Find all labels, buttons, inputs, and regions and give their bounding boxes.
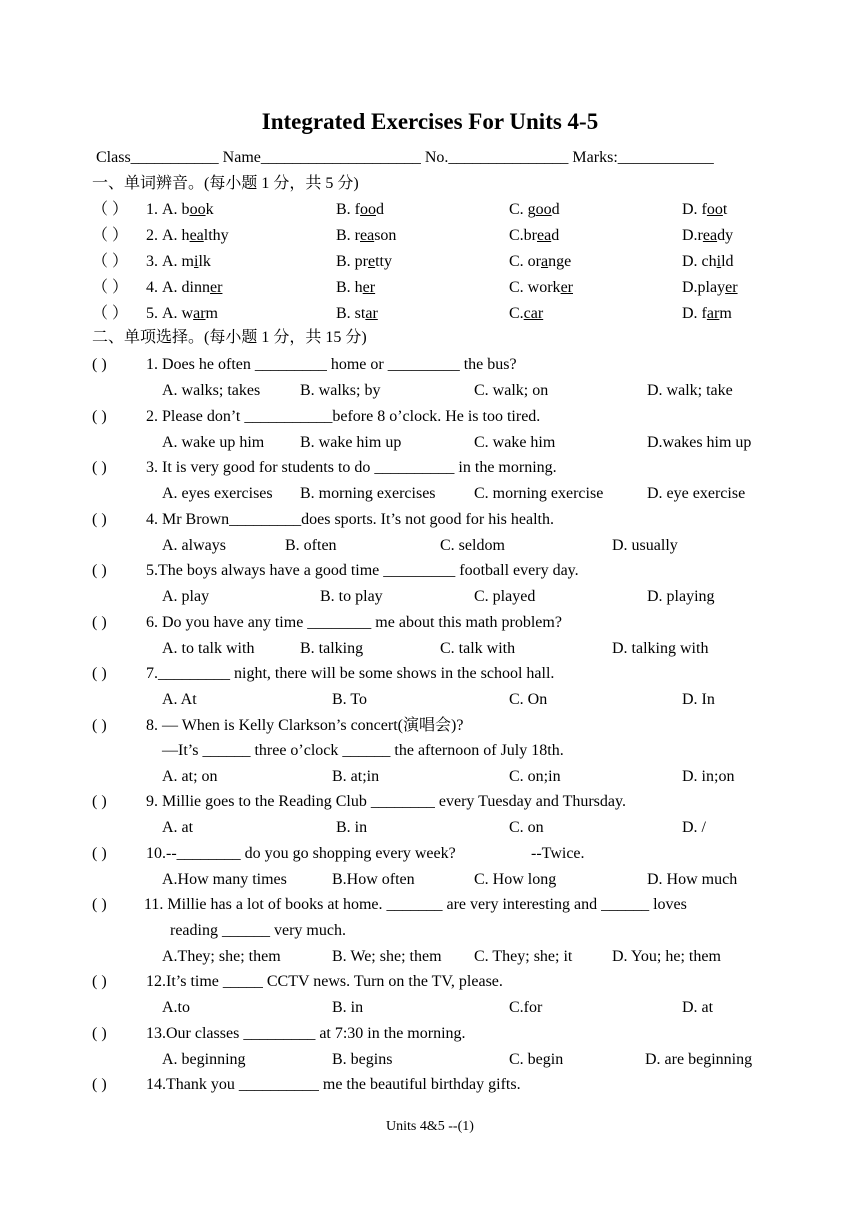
option-c: C. wake him bbox=[474, 434, 556, 451]
question-stem: 8. — When is Kelly Clarkson’s concert(演唱会)? bbox=[146, 717, 464, 734]
answer-bracket: ( ) bbox=[92, 717, 107, 734]
option-b: B. We; she; them bbox=[332, 948, 442, 965]
question-stem: 9. Millie goes to the Reading Club ________ every Tuesday and Thursday. bbox=[146, 793, 626, 810]
item-number: 1. bbox=[146, 201, 158, 218]
option-d: D. playing bbox=[647, 588, 715, 605]
option-a: A. healthy bbox=[162, 227, 229, 244]
option-a: A. eyes exercises bbox=[162, 485, 273, 502]
option-a: A. at bbox=[162, 819, 194, 836]
page-title: Integrated Exercises For Units 4-5 bbox=[261, 109, 599, 134]
option-c: C. on;in bbox=[509, 768, 561, 785]
option-d: D.ready bbox=[682, 227, 734, 244]
section1-heading: 一、单词辨音。(每小题 1 分，共 5 分) bbox=[92, 175, 359, 192]
question-stem: 5.The boys always have a good time _________ football every day. bbox=[146, 562, 579, 579]
option-d: D. usually bbox=[612, 537, 678, 554]
option-c: C. How long bbox=[474, 871, 557, 888]
answer-bracket: ( ) bbox=[92, 1025, 107, 1042]
option-b: B. talking bbox=[300, 640, 364, 657]
question-stem: 1. Does he often _________ home or _________ the bus? bbox=[146, 356, 517, 373]
option-d: D. at bbox=[682, 999, 714, 1016]
option-d: D. / bbox=[682, 819, 706, 836]
option-d: D. walk; take bbox=[647, 382, 733, 399]
option-d: D. in;on bbox=[682, 768, 735, 785]
option-a: A. warm bbox=[162, 305, 218, 322]
option-a: A.How many times bbox=[162, 871, 287, 888]
option-b: B. food bbox=[336, 201, 384, 218]
item-number: 5. bbox=[146, 305, 158, 322]
answer-bracket: ( ) bbox=[92, 665, 107, 682]
option-a: A. play bbox=[162, 588, 210, 605]
option-b: B.How often bbox=[332, 871, 415, 888]
question-stem: 10.--________ do you go shopping every week? bbox=[146, 845, 456, 862]
question-stem-continued: —It’s ______ three o’clock ______ the afternoon of July 18th. bbox=[162, 742, 564, 759]
option-b: B. reason bbox=[336, 227, 397, 244]
section2-heading: 二、单项选择。(每小题 1 分，共 15 分) bbox=[92, 329, 367, 346]
option-b: B. star bbox=[336, 305, 378, 322]
student-info-line: Class___________ Name____________________ No._______________ Marks:____________ bbox=[96, 149, 714, 166]
option-b: B. walks; by bbox=[300, 382, 381, 399]
question-stem: 3. It is very good for students to do __________ in the morning. bbox=[146, 459, 557, 476]
item-number: 2. bbox=[146, 227, 158, 244]
page-footer: Units 4&5 --(1) bbox=[386, 1119, 474, 1134]
option-b: B. To bbox=[332, 691, 368, 708]
answer-bracket: （ ） bbox=[92, 201, 129, 218]
option-c: C. on bbox=[509, 819, 544, 836]
option-b: B. wake him up bbox=[300, 434, 402, 451]
question-stem: 13.Our classes _________ at 7:30 in the morning. bbox=[146, 1025, 466, 1042]
option-b: B. often bbox=[285, 537, 337, 554]
answer-hint: --Twice. bbox=[531, 845, 585, 862]
question-stem: 4. Mr Brown_________does sports. It’s not good for his health. bbox=[146, 511, 554, 528]
question-stem: 2. Please don’t ___________before 8 o’clock. He is too tired. bbox=[146, 408, 541, 425]
option-a: A. walks; takes bbox=[162, 382, 261, 399]
option-c: C.for bbox=[509, 999, 543, 1016]
option-c: C. walk; on bbox=[474, 382, 549, 399]
option-d: D. In bbox=[682, 691, 715, 708]
option-a: A. At bbox=[162, 691, 197, 708]
answer-bracket: ( ) bbox=[92, 896, 107, 913]
option-b: B. pretty bbox=[336, 253, 392, 270]
answer-bracket: ( ) bbox=[92, 793, 107, 810]
option-d: D. How much bbox=[647, 871, 738, 888]
option-c: C. On bbox=[509, 691, 548, 708]
option-b: B. begins bbox=[332, 1051, 393, 1068]
answer-bracket: （ ） bbox=[92, 253, 129, 270]
answer-bracket: ( ) bbox=[92, 845, 107, 862]
option-d: D. foot bbox=[682, 201, 728, 218]
option-d: D. are beginning bbox=[645, 1051, 753, 1068]
option-a: A.to bbox=[162, 999, 190, 1016]
answer-bracket: （ ） bbox=[92, 305, 129, 322]
option-c: C. orange bbox=[509, 253, 572, 270]
question-stem: 12.It’s time _____ CCTV news. Turn on the TV, please. bbox=[146, 973, 503, 990]
item-number: 3. bbox=[146, 253, 158, 270]
answer-bracket: （ ） bbox=[92, 279, 129, 296]
question-stem-continued: reading ______ very much. bbox=[170, 922, 346, 939]
item-number: 4. bbox=[146, 279, 158, 296]
answer-bracket: ( ) bbox=[92, 356, 107, 373]
answer-bracket: ( ) bbox=[92, 973, 107, 990]
answer-bracket: ( ) bbox=[92, 562, 107, 579]
option-d: D.player bbox=[682, 279, 738, 296]
option-b: B. in bbox=[336, 819, 368, 836]
answer-bracket: ( ) bbox=[92, 511, 107, 528]
option-c: C. begin bbox=[509, 1051, 564, 1068]
question-stem: 7._________ night, there will be some shows in the school hall. bbox=[146, 665, 555, 682]
option-b: B. morning exercises bbox=[300, 485, 436, 502]
option-c: C. morning exercise bbox=[474, 485, 604, 502]
answer-bracket: ( ) bbox=[92, 408, 107, 425]
option-d: D. talking with bbox=[612, 640, 709, 657]
option-c: C. played bbox=[474, 588, 536, 605]
option-a: A. beginning bbox=[162, 1051, 246, 1068]
option-c: C. worker bbox=[509, 279, 573, 296]
option-a: A. milk bbox=[162, 253, 211, 270]
question-stem: 6. Do you have any time ________ me about this math problem? bbox=[146, 614, 562, 631]
answer-bracket: ( ) bbox=[92, 1076, 107, 1093]
option-d: D.wakes him up bbox=[647, 434, 752, 451]
question-stem: 14.Thank you __________ me the beautiful birthday gifts. bbox=[146, 1076, 521, 1093]
option-d: D. You; he; them bbox=[612, 948, 721, 965]
option-a: A. always bbox=[162, 537, 226, 554]
option-a: A. dinner bbox=[162, 279, 223, 296]
option-c: C. good bbox=[509, 201, 560, 218]
option-b: B. her bbox=[336, 279, 376, 296]
option-a: A. to talk with bbox=[162, 640, 255, 657]
option-b: B. to play bbox=[320, 588, 383, 605]
answer-bracket: （ ） bbox=[92, 227, 129, 244]
option-c: C.car bbox=[509, 305, 544, 322]
option-a: A. at; on bbox=[162, 768, 218, 785]
option-c: C. They; she; it bbox=[474, 948, 573, 965]
option-d: D. eye exercise bbox=[647, 485, 746, 502]
option-a: A. wake up him bbox=[162, 434, 265, 451]
answer-bracket: ( ) bbox=[92, 614, 107, 631]
option-a: A.They; she; them bbox=[162, 948, 281, 965]
option-c: C. seldom bbox=[440, 537, 505, 554]
option-c: C. talk with bbox=[440, 640, 516, 657]
option-a: A. book bbox=[162, 201, 214, 218]
option-b: B. in bbox=[332, 999, 364, 1016]
option-c: C.bread bbox=[509, 227, 560, 244]
option-b: B. at;in bbox=[332, 768, 380, 785]
question-stem: 11. Millie has a lot of books at home. _______ are very interesting and ______ loves bbox=[144, 896, 687, 913]
answer-bracket: ( ) bbox=[92, 459, 107, 476]
option-d: D. farm bbox=[682, 305, 732, 322]
option-d: D. child bbox=[682, 253, 734, 270]
